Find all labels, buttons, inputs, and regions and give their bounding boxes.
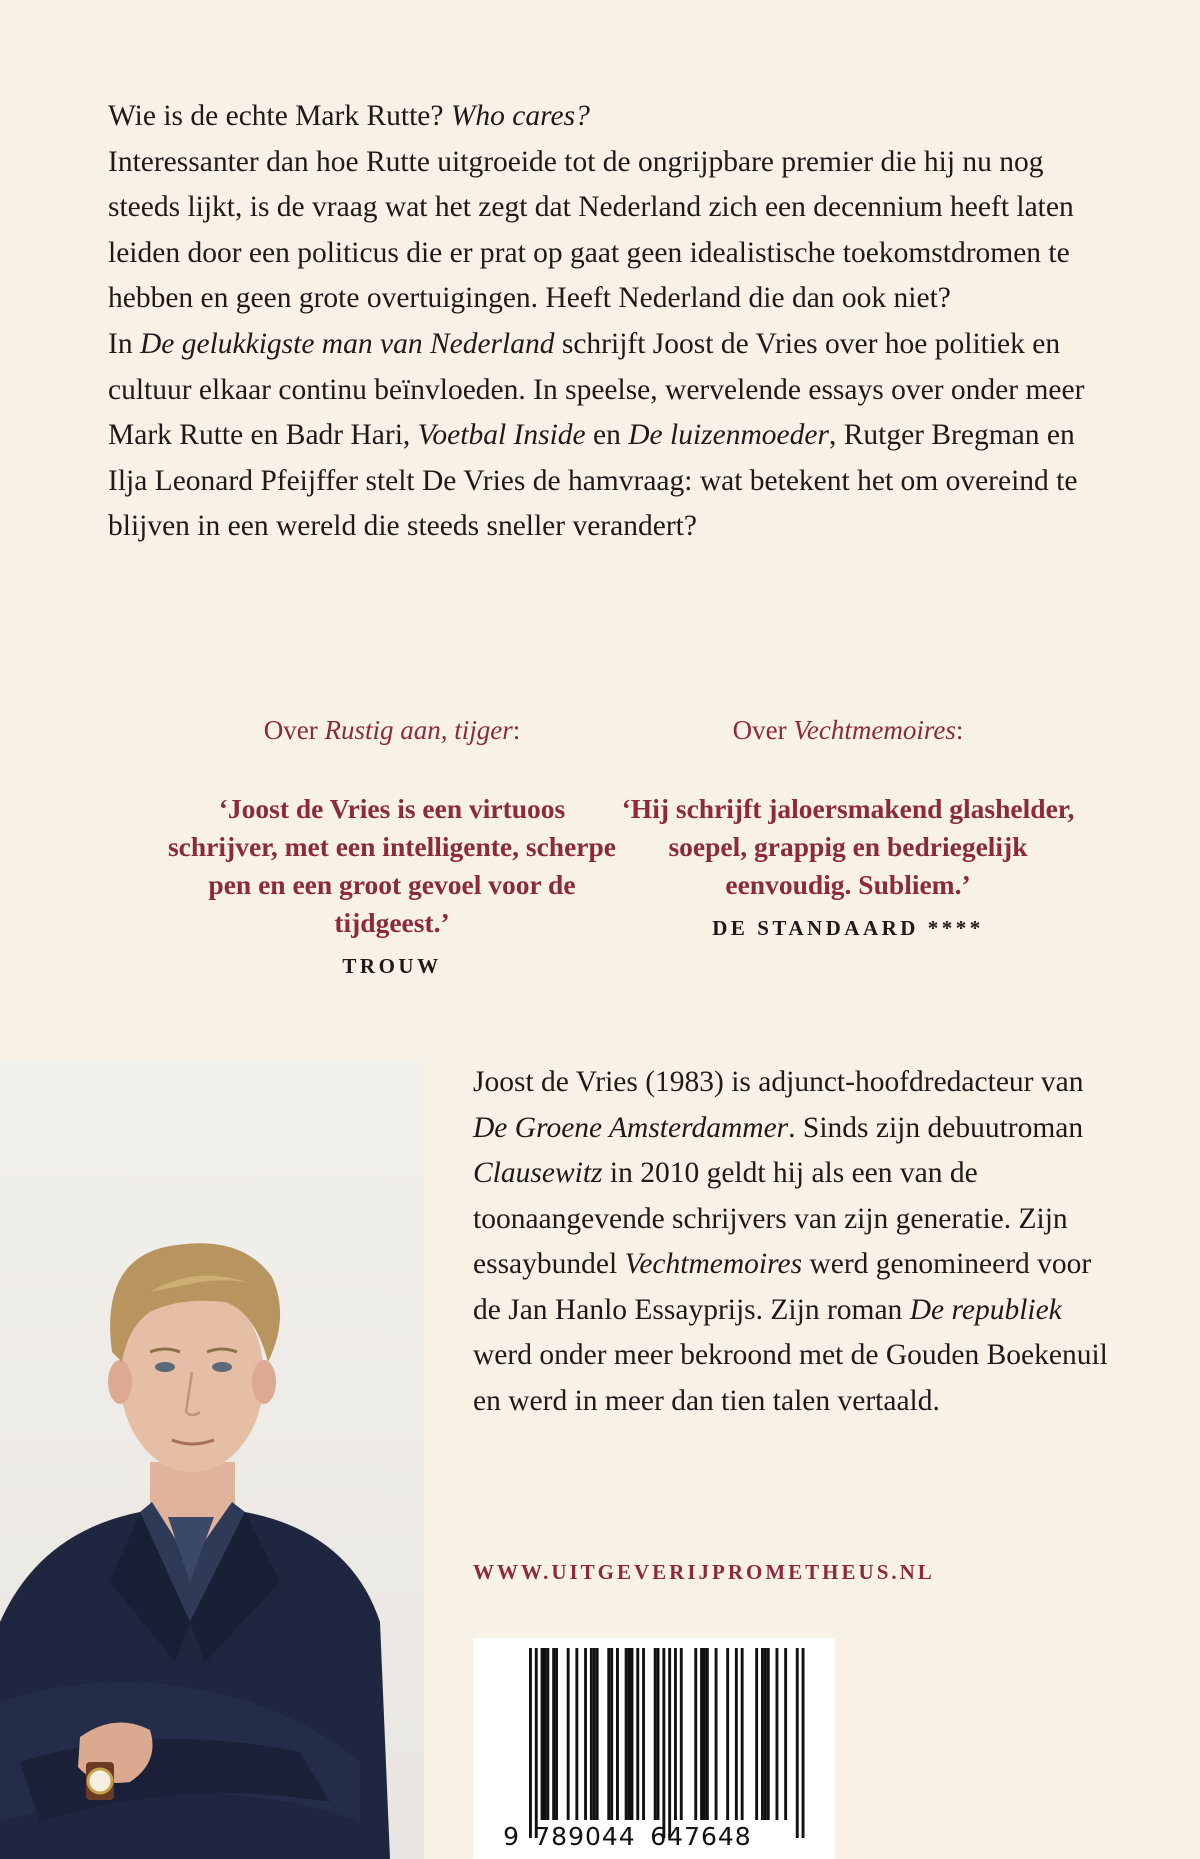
barcode-bar: [680, 1648, 683, 1820]
barcode-bar: [674, 1648, 677, 1820]
book-title: De gelukkigste man van Nederland: [139, 327, 555, 360]
tv-title-voetbal-inside: Voetbal Inside: [417, 419, 586, 452]
review-text: ‘Hij schrijft jaloersmakend glashelder, soepel, grappig en bedriegelijk eenvoudig. Subliem.’: [621, 793, 1075, 900]
barcode-bar: [662, 1648, 665, 1838]
review-heading: Over Rustig aan, tijger:: [263, 715, 521, 745]
review-quote-trouw: [162, 712, 622, 979]
barcode-bar: [628, 1648, 631, 1820]
barcode-bar: [741, 1648, 744, 1820]
novel-title-clausewitz: Clausewitz: [473, 1157, 603, 1189]
barcode-bar: [631, 1648, 634, 1820]
isbn-barcode: [473, 1638, 835, 1859]
barcode-bar: [755, 1648, 758, 1820]
barcode-bar: [642, 1648, 645, 1820]
barcode-bar: [616, 1648, 619, 1820]
barcode-bars: [529, 1648, 805, 1838]
barcode-bar: [636, 1648, 639, 1820]
blurb-paragraph-3: In De gelukkigste man van Nederland schrijft Joost de Vries over hoe politiek en cultuur elkaar continu beïnvloeden. In speelse, wervelende essays over onder meer Mark Rutte en Badr Hari, Voetbal Inside en De luizenmoeder, Rutger Bregman en Ilja Leonard Pfeijffer stelt De Vries de hamvraag: wat betekent het om overeind te blijven in een wereld die steeds sneller verandert?: [108, 327, 1085, 543]
barcode-bar: [541, 1648, 544, 1820]
publisher-website[interactable]: WWW.UITGEVERIJPROMETHEUS.NL: [473, 1560, 935, 1584]
reviewed-book-title: Vechtmemoires: [793, 715, 956, 745]
blurb: [108, 94, 1108, 550]
novel-title-de-republiek: De republiek: [909, 1293, 1062, 1326]
review-quote-de-standaard: [618, 712, 1078, 941]
blurb-paragraph-2: Interessanter dan hoe Rutte uitgroeide tot de ongrijpbare premier die hij nu nog steeds lijkt, is de vraag wat het zegt dat Nederland zich een decennium heeft laten leiden door een politicus die er prat op gaat geen idealistische toekomstdromen te hebben en geen grote overtuigingen. Heeft Nederland die dan ook niet?: [108, 145, 1074, 315]
author-photo: [0, 1062, 424, 1859]
barcode-bar: [706, 1648, 709, 1820]
barcode-digits-right: 647648: [650, 1822, 752, 1851]
barcode-bar: [529, 1648, 532, 1838]
barcode-bar: [654, 1648, 657, 1820]
barcode-bar: [546, 1648, 549, 1820]
barcode-bar: [657, 1648, 660, 1820]
barcode-digits-left: 789044: [534, 1822, 636, 1851]
barcode-bar: [726, 1648, 729, 1820]
barcode-bar: [700, 1648, 703, 1820]
blurb-intro-emphasis: Who cares?: [450, 100, 590, 132]
author-portrait-illustration: [0, 1062, 424, 1859]
barcode-bar: [796, 1648, 799, 1838]
barcode-bar: [584, 1648, 587, 1820]
barcode-bar: [625, 1648, 628, 1820]
barcode-digit-first: 9: [503, 1822, 519, 1851]
blurb-intro: Wie is de echte Mark Rutte? Who cares?: [108, 100, 590, 132]
barcode-bar: [593, 1648, 596, 1820]
review-text: ‘Joost de Vries is een virtuoos schrijver, met een intelligente, scherpe pen en een groot gevoel voor de tijdgeest.’: [167, 793, 617, 938]
essay-title-vechtmemoires: Vechtmemoires: [624, 1248, 803, 1280]
barcode-bar: [764, 1648, 767, 1820]
tv-title-de-luizenmoeder: De luizenmoeder: [628, 419, 829, 452]
barcode-bar: [590, 1648, 593, 1820]
barcode-bar: [668, 1648, 671, 1838]
reviewed-book-title: Rustig aan, tijger: [324, 715, 513, 745]
review-heading: Over Vechtmemoires:: [732, 715, 964, 745]
barcode-bar: [544, 1648, 547, 1820]
barcode-bar: [802, 1648, 805, 1838]
barcode-bar: [555, 1648, 558, 1820]
barcode-bar: [776, 1648, 779, 1820]
barcode-bar: [535, 1648, 538, 1838]
barcode-bar: [715, 1648, 718, 1820]
barcode-bar: [767, 1648, 770, 1820]
review-source: DE STANDAARD ****: [712, 916, 984, 940]
barcode-bar: [552, 1648, 555, 1820]
barcode-bar: [596, 1648, 599, 1820]
barcode-bar: [607, 1648, 610, 1820]
review-source: TROUW: [342, 954, 442, 978]
barcode-bar: [784, 1648, 787, 1820]
barcode-bar: [567, 1648, 570, 1820]
barcode-bar: [761, 1648, 764, 1820]
author-bio: Joost de Vries (1983) is adjunct-hoofdredacteur van De Groene Amsterdammer. Sinds zijn debuutroman Clausewitz in 2010 geldt hij als een van de toonaangevende schrijvers van zijn generatie. Zijn essaybundel Vechtmemoires werd genomineerd voor de Jan Hanlo Essayprijs. Zijn roman De republiek werd onder meer bekroond met de Gouden Boekenuil en werd in meer dan tien talen vertaald.: [473, 1066, 1108, 1417]
barcode-bar: [575, 1648, 578, 1820]
barcode-bar: [694, 1648, 697, 1820]
barcode-bar: [703, 1648, 706, 1820]
barcode-bar: [735, 1648, 738, 1820]
barcode-graphic: [473, 1638, 835, 1859]
barcode-bar: [610, 1648, 613, 1820]
magazine-title: De Groene Amsterdammer: [473, 1111, 789, 1144]
